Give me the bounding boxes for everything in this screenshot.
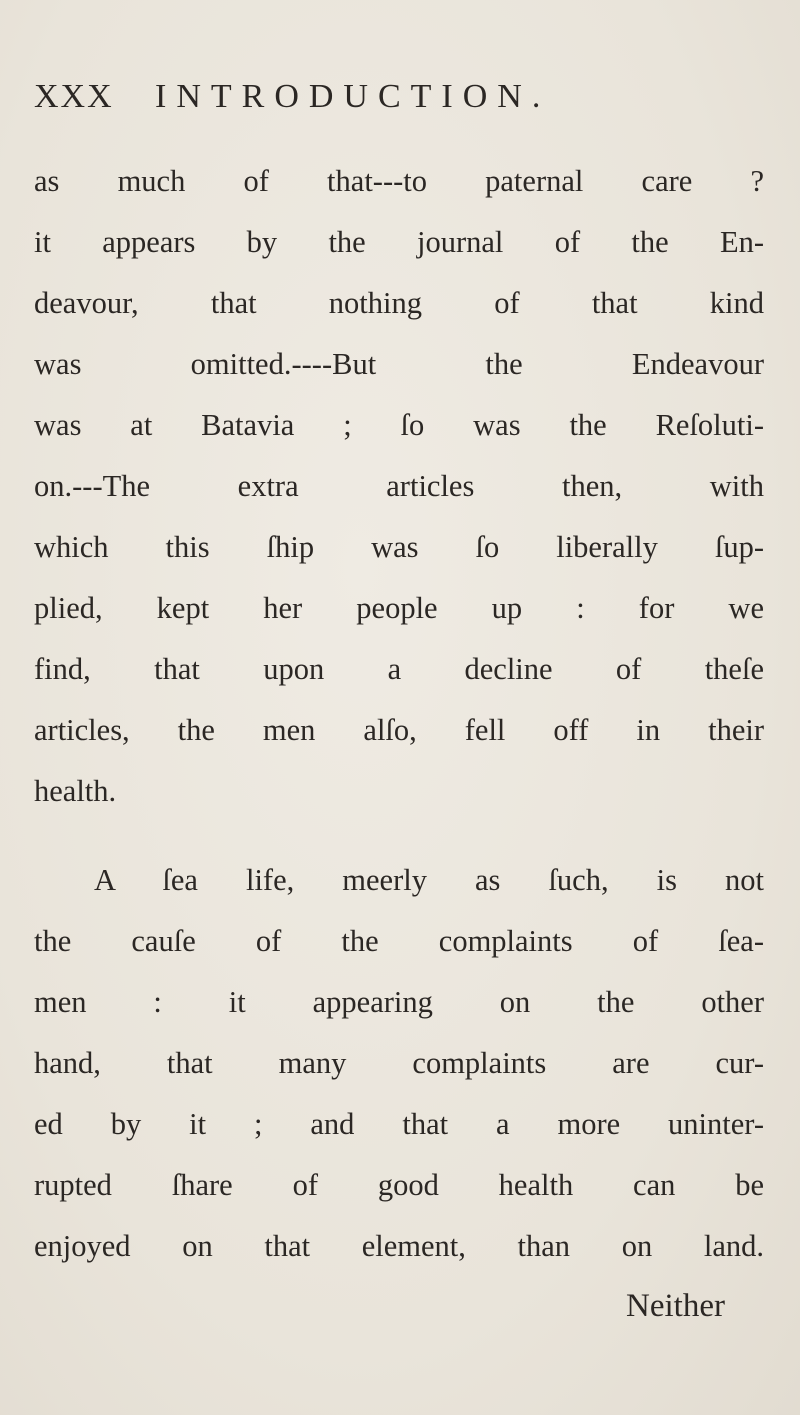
text-line: plied, kept her people up : for we [34, 591, 764, 625]
text-line: as much of that---to paternal care ? [34, 164, 764, 198]
text-line: hand, that many complaints are cur- [34, 1046, 764, 1080]
text-line: which this ſhip was ſo liberally ſup- [34, 530, 764, 564]
text-line: find, that upon a decline of theſe [34, 652, 764, 686]
text-line: enjoyed on that element, than on land. [34, 1229, 764, 1263]
text-line: it appears by the journal of the En- [34, 225, 764, 259]
catchword: Neither [626, 1288, 725, 1324]
running-head [34, 78, 774, 128]
text-line: men : it appearing on the other [34, 985, 764, 1019]
text-line: A ſea life, meerly as ſuch, is not [94, 863, 764, 897]
text-line: the cauſe of the complaints of ſea- [34, 924, 764, 958]
text-line: rupted ſhare of good health can be [34, 1168, 764, 1202]
text-line: ed by it ; and that a more uninter- [34, 1107, 764, 1141]
text-line: was omitted.----But the Endeavour [34, 347, 764, 381]
running-title: INTRODUCTION. [155, 78, 551, 115]
text-line: on.---The extra articles then, with [34, 469, 764, 503]
page-number: XXX [34, 78, 114, 115]
text-line: was at Batavia ; ſo was the Reſoluti- [34, 408, 764, 442]
text-line: health. [34, 774, 117, 808]
text-line: articles, the men alſo, fell off in their [34, 713, 764, 747]
text-line: deavour, that nothing of that kind [34, 286, 764, 320]
